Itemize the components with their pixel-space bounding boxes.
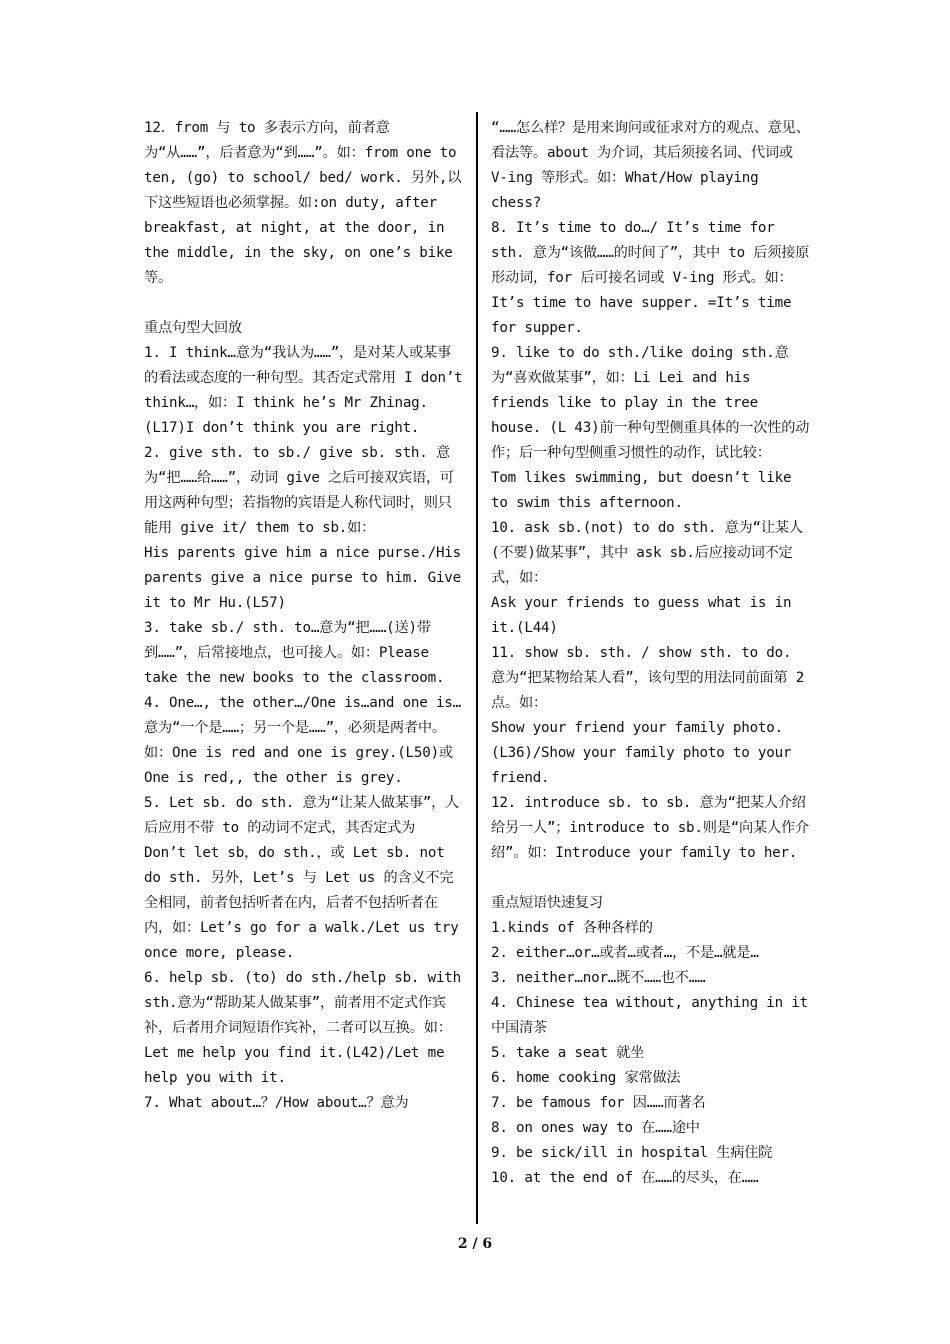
phrase-item: 2. either…or…或者…或者…，不是…就是… [491, 945, 759, 961]
phrase-item: 3. neither…nor…既不……也不…… [491, 970, 706, 986]
paragraph-from-to: 12．from 与 to 多表示方向，前者意为“从……”，后者意为“到……”。如：from one to ten, (go) to school/ bed/ work. 另外,以下这些短语也必须掌握。如:on duty, after breakfast, at night, at the door, in the middle, in the sky, on one’s bike 等。 [144, 120, 465, 286]
sentence-item: 12. introduce sb. to sb. 意为“把某人介绍给另一人”；introduce to sb.则是“向某人作介绍”。如：Introduce your family to her. [491, 795, 809, 861]
spacer [144, 291, 464, 316]
sentence-item: 1. I think…意为“我认为……”，是对某人或某事的看法或态度的一种句型。其否定式常用 I don’t think…，如：I think he’s Mr Zhinag. (L17)I don’t think you are right. [144, 345, 471, 436]
sentence-item: 11. show sb. sth. / show sth. to do. 意为“把某物给某人看”，该句型的用法同前面第 2 点。如： [491, 645, 813, 711]
column-divider [476, 112, 478, 1224]
phrase-item: 10. at the end of 在……的尽头，在…… [491, 1170, 759, 1186]
sentence-item: “……怎么样？是用来询问或征求对方的观点、意见、看法等。about 为介词，其后须接名词、代词或 V-ing 等形式。如：What/How playing chess? [491, 120, 810, 211]
spacer [491, 866, 811, 891]
phrase-item: 7. be famous for 因……而著名 [491, 1095, 706, 1111]
phrase-item: 1.kinds of 各种各样的 [491, 920, 653, 936]
left-column [144, 116, 471, 1116]
sentence-example: Ask your friends to guess what is in it.(L44) [491, 595, 800, 636]
sentence-item: 3. take sb./ sth. to…意为“把……(送)带到……”，后常接地点，也可接人。如：Please take the new books to the classroom. [144, 620, 445, 686]
sentence-item: 10. ask sb.(not) to do sth. 意为“让某人(不要)做某事”，其中 ask sb.后应接动词不定式，如： [491, 520, 803, 586]
sentence-item: 4. One…, the other…/One is…and one is…意为“一个是……；另一个是……”，必须是两者中。如：One is red and one is grey.(L50)或 One is red,, the other is grey. [144, 695, 462, 786]
phrase-item: 6. home cooking 家常做法 [491, 1070, 681, 1086]
sentence-example: Tom likes swimming, but doesn’t like to swim this afternoon. [491, 470, 800, 511]
right-column [491, 116, 817, 1191]
phrase-item: 8. on ones way to 在……途中 [491, 1120, 700, 1136]
sentence-item: 9. like to do sth./like doing sth.意为“喜欢做某事”，如：Li Lei and his friends like to play in the tree house. (L 43)前一种句型侧重具体的一次性的动作；后一种句型侧重习惯性的动作，试比较： [491, 345, 810, 461]
sentence-item: 7. What about…？/How about…？意为 [144, 1095, 409, 1111]
sentence-item: 8. It’s time to do…/ It’s time for sth. 意为“该做……的时间了”，其中 to 后须接原形动词，for 后可接名词或 V-ing 形式。如：It’s time to have supper. =It’s time for supper. [491, 220, 810, 336]
phrase-item: 5. take a seat 就坐 [491, 1045, 645, 1061]
phrase-item: 4. Chinese tea without, anything in it 中国清茶 [491, 995, 817, 1036]
sentence-section-title: 重点句型大回放 [144, 320, 242, 336]
page-number: 2 / 6 [457, 1236, 493, 1252]
phrase-section-title: 重点短语快速复习 [491, 895, 603, 911]
sentence-item: 5. Let sb. do sth. 意为“让某人做某事”，人后应用不带 to 的动词不定式，其否定式为 Don’t let sb，do sth.，或 Let sb. not do sth. 另外，Let’s 与 Let us 的含义不完全相同，前者包括听者在内，后者不包括听者在内，如：Let’s go for a walk./Let us try once more, please. [144, 795, 467, 961]
sentence-example: Show your friend your family photo.(L36)/Show your family photo to your friend. [491, 720, 800, 786]
sentence-example: His parents give him a nice purse./His parents give a nice purse to him. Give it to Mr Hu.(L57) [144, 545, 470, 611]
sentence-item: 6. help sb. (to) do sth./help sb. with sth.意为“帮助某人做某事”，前者用不定式作宾补，后者用介词短语作宾补，二者可以互换。如：Let me help you find it.(L42)/Let me help you with it. [144, 970, 470, 1086]
phrase-item: 9. be sick/ill in hospital 生病住院 [491, 1145, 773, 1161]
sentence-item: 2. give sth. to sb./ give sb. sth. 意为“把……给……”，动词 give 之后可接双宾语，可用这两种句型；若指物的宾语是人称代词时，则只能用 give it/ them to sb.如： [144, 445, 454, 536]
